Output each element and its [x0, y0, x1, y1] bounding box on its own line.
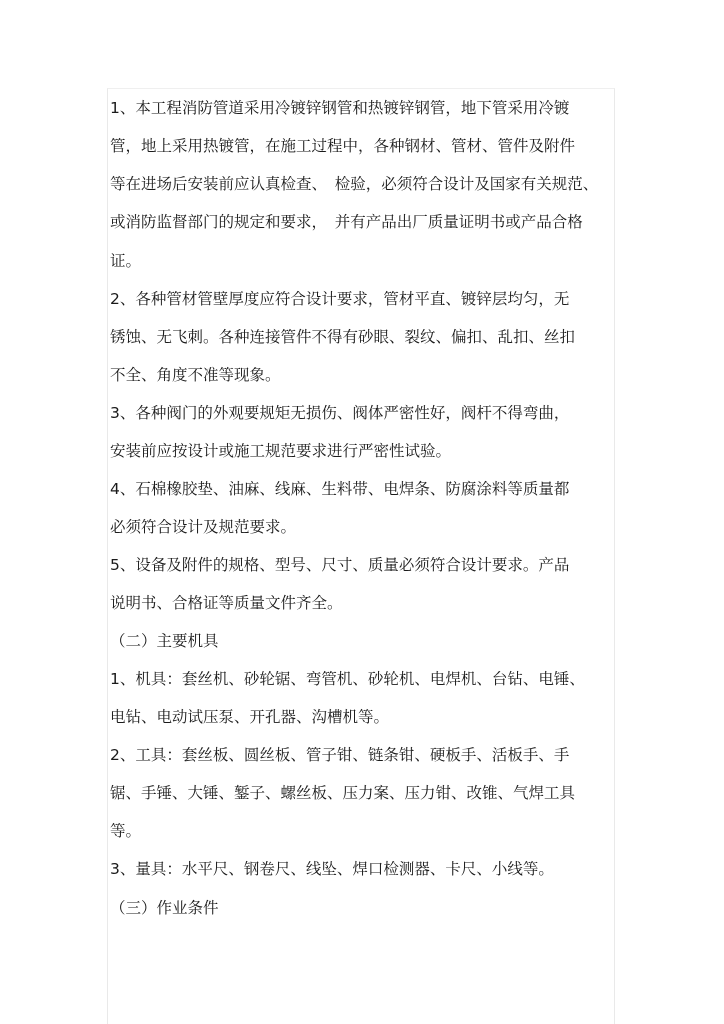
text-line-13: 5、设备及附件的规格、型号、尺寸、质量必须符合设计要求。产品: [110, 556, 570, 574]
text-line-17: 电钻、电动试压泵、开孔器、沟槽机等。: [110, 708, 390, 726]
text-line-4: 或消防监督部门的规定和要求， 并有产品出厂质量证明书或产品合格: [110, 213, 583, 231]
text-line-19: 锯、手锤、大锤、錾子、螺丝板、压力案、压力钳、改锥、气焊工具: [110, 784, 576, 802]
section-heading-tools: （二）主要机具: [110, 632, 219, 650]
text-line-1: 1、本工程消防管道采用冷镀锌钢管和热镀锌钢管，地下管采用冷镀: [110, 99, 570, 117]
text-line-21: 3、量具：水平尺、钢卷尺、线坠、焊口检测器、卡尺、小线等。: [110, 860, 554, 878]
text-line-12: 必须符合设计及规范要求。: [110, 518, 297, 536]
section-heading-conditions: （三）作业条件: [110, 899, 219, 917]
text-line-20: 等。: [110, 822, 142, 840]
text-line-14: 说明书、合格证等质量文件齐全。: [110, 594, 343, 612]
text-line-6: 2、各种管材管壁厚度应符合设计要求，管材平直、镀锌层均匀，无: [110, 290, 570, 308]
text-line-8: 不全、角度不准等现象。: [110, 366, 281, 384]
text-line-2: 管，地上采用热镀管，在施工过程中，各种钢材、管材、管件及附件: [110, 137, 576, 155]
text-line-3: 等在进场后安装前应认真检查、 检验，必须符合设计及国家有关规范、: [110, 175, 599, 193]
text-line-7: 锈蚀、无飞刺。各种连接管件不得有砂眼、裂纹、偏扣、乱扣、丝扣: [110, 328, 576, 346]
text-line-10: 安装前应按设计或施工规范要求进行严密性试验。: [110, 442, 452, 460]
text-line-16: 1、机具：套丝机、砂轮锯、弯管机、砂轮机、电焊机、台钻、电锤、: [110, 670, 585, 688]
text-line-5: 证。: [110, 252, 142, 270]
text-line-11: 4、石棉橡胶垫、油麻、线麻、生料带、电焊条、防腐涂料等质量都: [110, 480, 570, 498]
text-line-9: 3、各种阀门的外观要规矩无损伤、阀体严密性好，阀杆不得弯曲，: [110, 404, 570, 422]
text-line-18: 2、工具：套丝板、圆丝板、管子钳、链条钳、硬板手、活板手、手: [110, 746, 570, 764]
